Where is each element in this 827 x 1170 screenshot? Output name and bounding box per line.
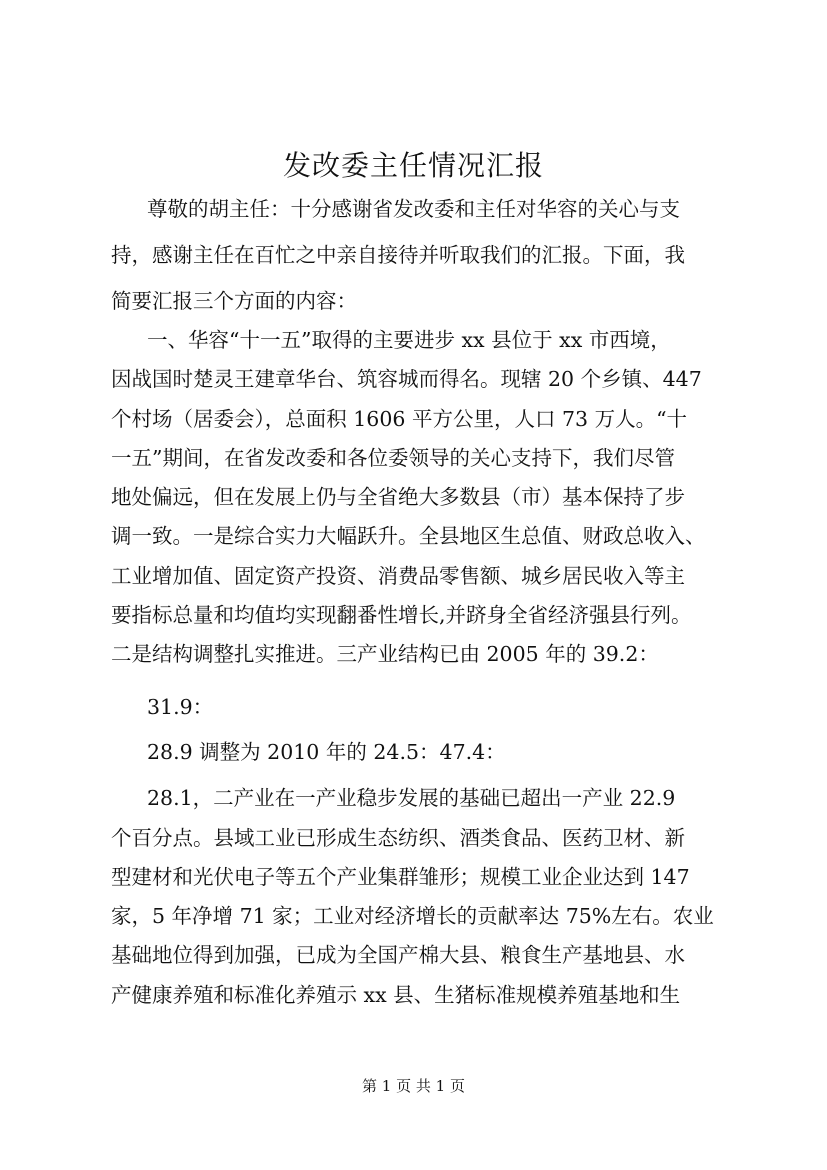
document-title: 发改委主任情况汇报 — [282, 149, 544, 182]
page-footer: 第 1 页 共 1 页 — [362, 1077, 465, 1095]
paragraph-line: 因战国时楚灵王建章华台、筑容城而得名。现辖 20 个乡镇、447 — [111, 367, 702, 391]
paragraph-line: 基础地位得到加强，已成为全国产棉大县、粮食生产基地县、水 — [111, 943, 685, 967]
paragraph-line: 28.1，二产业在一产业稳步发展的基础已超出一产业 22.9 — [147, 786, 676, 810]
paragraph-line: 尊敬的胡主任：十分感谢省发改委和主任对华容的关心与支 — [147, 197, 680, 221]
paragraph-line: 持，感谢主任在百忙之中亲自接待并听取我们的汇报。下面，我 — [111, 243, 685, 267]
paragraph-line: 一、华容“十一五”取得的主要进步 xx 县位于 xx 市西境， — [147, 328, 671, 352]
paragraph-line: 要指标总量和均值均实现翻番性增长,并跻身全省经济强县行列。 — [111, 603, 692, 627]
paragraph-line: 工业增加值、固定资产投资、消费品零售额、城乡居民收入等主 — [111, 564, 685, 588]
paragraph-line: 简要汇报三个方面的内容： — [111, 289, 357, 313]
paragraph-line: 地处偏远，但在发展上仍与全省绝大多数县（市）基本保持了步 — [111, 485, 685, 509]
paragraph-line: 31.9： — [147, 695, 214, 719]
paragraph-line: 调一致。一是综合实力大幅跃升。全县地区生总值、财政总收入、 — [111, 524, 706, 548]
paragraph-line: 二是结构调整扎实推进。三产业结构已由 2005 年的 39.2： — [111, 642, 659, 666]
paragraph-line: 产健康养殖和标准化养殖示 xx 县、生猪标准规模养殖基地和生 — [111, 983, 681, 1007]
paragraph-line: 型建材和光伏电子等五个产业集群雏形；规模工业企业达到 147 — [111, 865, 690, 889]
paragraph-line: 28.9 调整为 2010 年的 24.5：47.4： — [147, 740, 506, 764]
paragraph-line: 家，5 年净增 71 家；工业对经济增长的贡献率达 75%左右。农业 — [111, 904, 714, 928]
paragraph-line: 个村场（居委会），总面积 1606 平方公里，人口 73 万人。“十 — [111, 407, 688, 431]
paragraph-line: 个百分点。县域工业已形成生态纺织、酒类食品、医药卫材、新 — [111, 826, 685, 850]
paragraph-line: 一五”期间，在省发改委和各位委领导的关心支持下，我们尽管 — [111, 446, 675, 470]
